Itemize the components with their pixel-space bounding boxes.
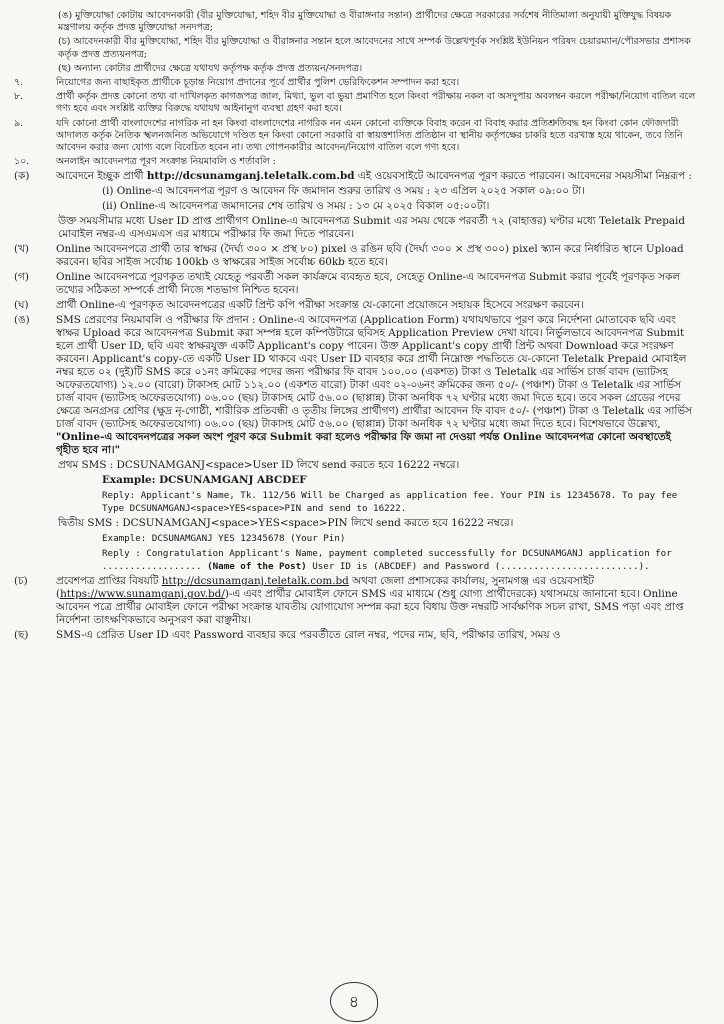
second-sms-reply: Reply : Congratulation Applicant's Name, payment completed successfully for DCSUNAMGANJ application for .................. (Name of the Post) User ID is (ABCDEF) and Password (.........................).	[102, 548, 672, 573]
subclause-gha	[14, 299, 696, 312]
clause-8	[14, 91, 696, 115]
item-g: (ঙ) মুক্তিযোদ্ধা কোটায় আবেদনকারী (বীর মুক্তিযোদ্ধা, শহিদ বীর মুক্তিযোদ্ধা ও বীরাঙ্গনার সন্তান) প্রার্থীদের ক্ষেত্রে সরকারের সর্বশেষ নীতিমালা অনুযায়ী মুক্তিযুদ্ধ বিষয়ক মন্ত্রণালয় কর্তৃক প্রদত্ত মুক্তিযোদ্ধা সনদপত্র;	[58, 10, 672, 34]
subclause-label: (ঙ)	[14, 314, 30, 327]
clause-7	[14, 77, 696, 89]
subclause-text: অথবা জেলা প্রশাসকের কার্যালয়, সুনামগঞ্জ এর ওয়েবসাইট (	[56, 575, 594, 601]
clause-number: ৭.	[14, 77, 24, 89]
clause-text: অনলাইন আবেদনপত্র পূরণ সংক্রান্ত নিয়মাবলি ও শর্তাবলি :	[56, 156, 276, 168]
clause-number: ৯.	[14, 117, 24, 129]
first-sms: প্রথম SMS : DCSUNAMGANJ<space>User ID লিখে send করতে হবে 16222 নম্বরে।	[58, 459, 460, 472]
subclause-text: SMS-এ প্রেরিত User ID এবং Password ব্যবহার করে পরবর্তীতে রোল নম্বর, পদের নাম, ছবি, পরীক্ষার তারিখ, সময় ও	[56, 629, 561, 642]
post-name-placeholder: (Name of the Post)	[207, 561, 307, 573]
clause-text: নিয়োগের জন্য বাছাইকৃত প্রার্থীকে চূড়ান্ত নিয়োগ প্রদানের পূর্বে প্রার্থীর পুলিশ ভেরিফিকেশন সম্পাদন করা হবে।	[56, 77, 460, 89]
subclause-label: (খ)	[14, 243, 29, 256]
subclause-cha	[14, 575, 696, 627]
subclause-uo	[14, 314, 696, 457]
important-note: "Online-এ আবেদনপত্রের সকল অংশ পূরণ করে Submit করা হলেও পরীক্ষার ফি জমা না দেওয়া পর্যন্ত Online আবেদনপত্র কোনো অবস্থাতেই গৃহীত হবে না।"	[56, 431, 671, 457]
subclause-label: (চ)	[14, 575, 28, 588]
subclause-text: আবেদনে ইচ্ছুক প্রার্থী	[56, 170, 147, 183]
second-sms: দ্বিতীয় SMS : DCSUNAMGANJ<space>YES<space>PIN লিখে send করতে হবে 16222 নম্বরে।	[58, 517, 514, 530]
item-chh: (ছ) অন্যান্য কোটার প্রার্থীদের ক্ষেত্রে যথাযথ কর্তৃপক্ষ কর্তৃক প্রদত্ত প্রত্যয়ন/সনদপত্র।	[58, 62, 363, 74]
schedule-start: (i) Online-এ আবেদনপত্র পূরণ ও আবেদন ফি জমাদান শুরুর তারিখ ও সময় : ২৩ এপ্রিল ২০২৫ সকাল ০৯:০০ টা।	[102, 185, 585, 198]
subclause-text: প্রার্থী Online-এ পূরণকৃত আবেদনপত্রের একটি প্রিন্ট কপি পরীক্ষা সংক্রান্ত যে-কোনো প্রয়োজনে সহায়ক হিসেবে সংরক্ষণ করবেন।	[56, 299, 584, 312]
clause-10	[14, 156, 696, 168]
district-website-link[interactable]: https://www.sunamganj.gov.bd/	[60, 588, 225, 601]
subclause-ga	[14, 271, 696, 297]
first-sms-example: Example: DCSUNAMGANJ ABCDEF	[102, 474, 307, 487]
schedule-end: (ii) Online-এ আবেদনপত্র জমাদানের শেষ তারিখ ও সময় : ১৩ মে ২০২৫ বিকাল ০৫:০০টা।	[102, 200, 490, 213]
subclause-label: (গ)	[14, 271, 29, 284]
second-sms-example: Example: DCSUNAMGANJ YES 12345678 (Your Pin)	[102, 533, 346, 545]
subclause-label: (ছ)	[14, 629, 29, 642]
subclause-ka	[14, 170, 696, 183]
item-ch: (চ) আবেদনকারী বীর মুক্তিযোদ্ধা, শহিদ বীর মুক্তিযোদ্ধা ও বীরাঙ্গনার সন্তান হলে আবেদনের সাথে সম্পর্ক উল্লেখপূর্বক সংশ্লিষ্ট ইউনিয়ন পরিষদ চেয়ারম্যান/পৌরসভার প্রশাসক কর্তৃক প্রদত্ত প্রত্যয়নপত্র;	[58, 36, 691, 60]
clause-number: ১০.	[14, 156, 30, 168]
subclause-text: এই ওয়েবসাইটে আবেদনপত্র পূরণ করতে পারবেন। আবেদনের সময়সীমা নিম্নরূপ :	[354, 170, 692, 183]
clause-text: প্রার্থী কর্তৃক প্রদত্ত কোনো তথ্য বা দাখিলকৃত কাগজপত্র জাল, মিথ্যা, ভুল বা ভুয়া প্রমাণিত হলে কিংবা পরীক্ষায় নকল বা অসদুপায় অবলম্বন করলে পরীক্ষা/নিয়োগ বাতিল বলে গণ্য হবে এবং সংশ্লিষ্ট ব্যক্তির বিরুদ্ধে যথাযথ আইনানুগ ব্যবস্থা গ্রহণ করা হবে।	[56, 91, 696, 115]
clause-text: যদি কোনো প্রার্থী বাংলাদেশের নাগরিক না হন কিংবা বাংলাদেশের নাগরিক নন এমন কোনো ব্যক্তিকে বিবাহ করেন বা বিবাহ করার প্রতিশ্রুতিবদ্ধ হন কিংবা কোন ফৌজদারী আদালত কর্তৃক নৈতিক স্খলনজনিত অভিযোগে দণ্ডিত হন কিংবা কোনো সরকারি বা স্বায়ত্তশাসিত প্রতিষ্ঠান বা স্থানীয় কর্তৃপক্ষের চাকরি হতে বরখাস্ত হয়ে থাকেন, তবে তিনি আবেদন করার জন্য যোগ্য বলে বিবেচিত হবেন না। তথ্য গোপনকারীর আবেদন/নিয়োগ বাতিল বলে গণ্য হবে।	[56, 117, 683, 154]
fee-deadline-note: উক্ত সময়সীমার মধ্যে User ID প্রাপ্ত প্রার্থীগণ Online-এ আবেদনপত্র Submit এর সময় থেকে পরবর্তী ৭২ (বাহাত্তর) ঘণ্টার মধ্যে Teletalk Prepaid মোবাইল নম্বর-এ এসএমএস এর মাধ্যমে পরীক্ষার ফি জমা দিতে পারবেন।	[58, 215, 686, 241]
subclause-label: (ক)	[14, 170, 30, 183]
apply-website-link[interactable]: http://dcsunamganj.teletalk.com.bd	[146, 170, 355, 183]
subclause-text: Online আবেদনপত্রে পূরণকৃত তথ্যই যেহেতু পরবর্তী সকল কার্যক্রমে ব্যবহৃত হবে, সেহেতু Online-এ আবেদনপত্র Submit করার পূর্বেই পূরণকৃত সকল তথ্যের সঠিকতা সম্পর্কে প্রার্থী নিজে শতভাগ নিশ্চিত হবেন।	[56, 271, 681, 297]
subclause-text: Online আবেদনপত্রে প্রার্থী তার স্বাক্ষর (দৈর্ঘ্য ৩০০ × প্রস্থ ৮০) pixel ও রঙিন ছবি (দৈর্ঘ্য ৩০০ × প্রস্থ ৩০০) pixel স্ক্যান করে নির্ধারিত স্থানে Upload করবেন। ছবির সাইজ সর্বোচ্চ 100kb ও স্বাক্ষরের সাইজ সর্বোচ্চ 60kb হতে হবে।	[56, 243, 684, 269]
first-sms-reply: Reply: Applicant's Name, Tk. 112/56 Will be Charged as application fee. Your PIN is 12345678. To pay fee Type DCSUNAMGANJ<space>YES<space>PIN and send to 16222.	[102, 490, 678, 515]
subclause-text: )-এ এবং প্রার্থীর মোবাইল ফোনে SMS এর মাধ্যমে (শুধু যোগ্য প্রার্থীদেরকে) যথাসময়ে জানানো হবে। Online আবেদন পত্রে প্রার্থীর মোবাইল ফোনে পরীক্ষা সংক্রান্ত যাবতীয় যোগাযোগ সম্পন্ন করা হবে বিধায় উক্ত নম্বরটি সার্বক্ষণিক সচল রাখা, SMS পড়া এবং প্রাপ্ত নির্দেশনা তাৎক্ষণিকভাবে অনুসরণ করা বাঞ্ছনীয়।	[56, 588, 684, 627]
subclause-text: প্রবেশপত্র প্রাপ্তির বিষয়টি	[56, 575, 162, 588]
subclause-chha	[14, 629, 696, 642]
subclause-text: SMS প্রেরণের নিয়মাবলি ও পরীক্ষার ফি প্রদান : Online-এ আবেদনপত্র (Application Form) যথাযথভাবে পূরণ করে নির্দেশনা মোতাবেক ছবি এবং স্বাক্ষর Upload করে আবেদনপত্র Submit করা সম্পন্ন হলে কম্পিউটারে ছবিসহ Application Preview দেখা যাবে। নির্ভুলভাবে আবেদনপত্র Submit হলে প্রার্থী User ID, ছবি এবং স্বাক্ষরযুক্ত একটি Applicant's copy পাবেন। উক্ত Applicant's copy প্রার্থী প্রিন্ট অথবা Download করে সংরক্ষণ করবেন। Applicant's copy-তে একটি User ID থাকবে এবং User ID ব্যবহার করে প্রার্থী নিম্নোক্ত পদ্ধতিতে যে-কোনো Teletalk Prepaid মোবাইল নম্বর হতে ০২ (দুই)টি SMS করে ০১নং ক্রমিকের পদের জন্য পরীক্ষার ফি বাবদ ১০০.০০ (একশত) টাকা ও Teletalk এর সার্ভিস চার্জ বাবদ (ভ্যাটসহ অফেরতযোগ্য) ১২.০০ (বারো) টাকাসহ মোট ১১২.০০ (একশত বারো) টাকা এবং ০২-০৬নং ক্রমিকের জন্য ৫০/- (পঞ্চাশ) টাকা ও Teletalk এর সার্ভিস চার্জ বাবদ (ভ্যাটসহ অফেরতযোগ্য) ০৬.০০ (ছয়) টাকাসহ মোট ৫৬.০০ (ছাপ্পান্ন) টাকা অনধিক ৭২ ঘণ্টার মধ্যে জমা দিতে হবে। তবে সকল গ্রেডের পদের ক্ষেত্রে অনগ্রসর শ্রেণির (ক্ষুদ্র নৃ-গোষ্ঠী, শারীরিক প্রতিবন্ধী ও তৃতীয় লিঙ্গের প্রার্থীগণ) প্রার্থীরা আবেদন ফি বাবদ ৫০/- (পঞ্চাশ) টাকা ও Teletalk এর সার্ভিস চার্জ বাবদ (ভ্যাটসহ অফেরতযোগ্য) ০৬.০০ (ছয়) টাকাসহ মোট ৫৬.০০ (ছাপ্পান্ন) টাকা অনধিক ৭২ ঘণ্টার মধ্যে জমা দিতে হবে। বিশেষভাবে উল্লেখ্য,	[56, 314, 692, 431]
subclause-kha	[14, 243, 696, 269]
teletalk-link[interactable]: http://dcsunamganj.teletalk.com.bd	[161, 575, 349, 588]
clause-number: ৮.	[14, 91, 24, 103]
subclause-label: (ঘ)	[14, 299, 29, 312]
clause-9	[14, 117, 696, 155]
page-number: ৪	[330, 982, 378, 1022]
